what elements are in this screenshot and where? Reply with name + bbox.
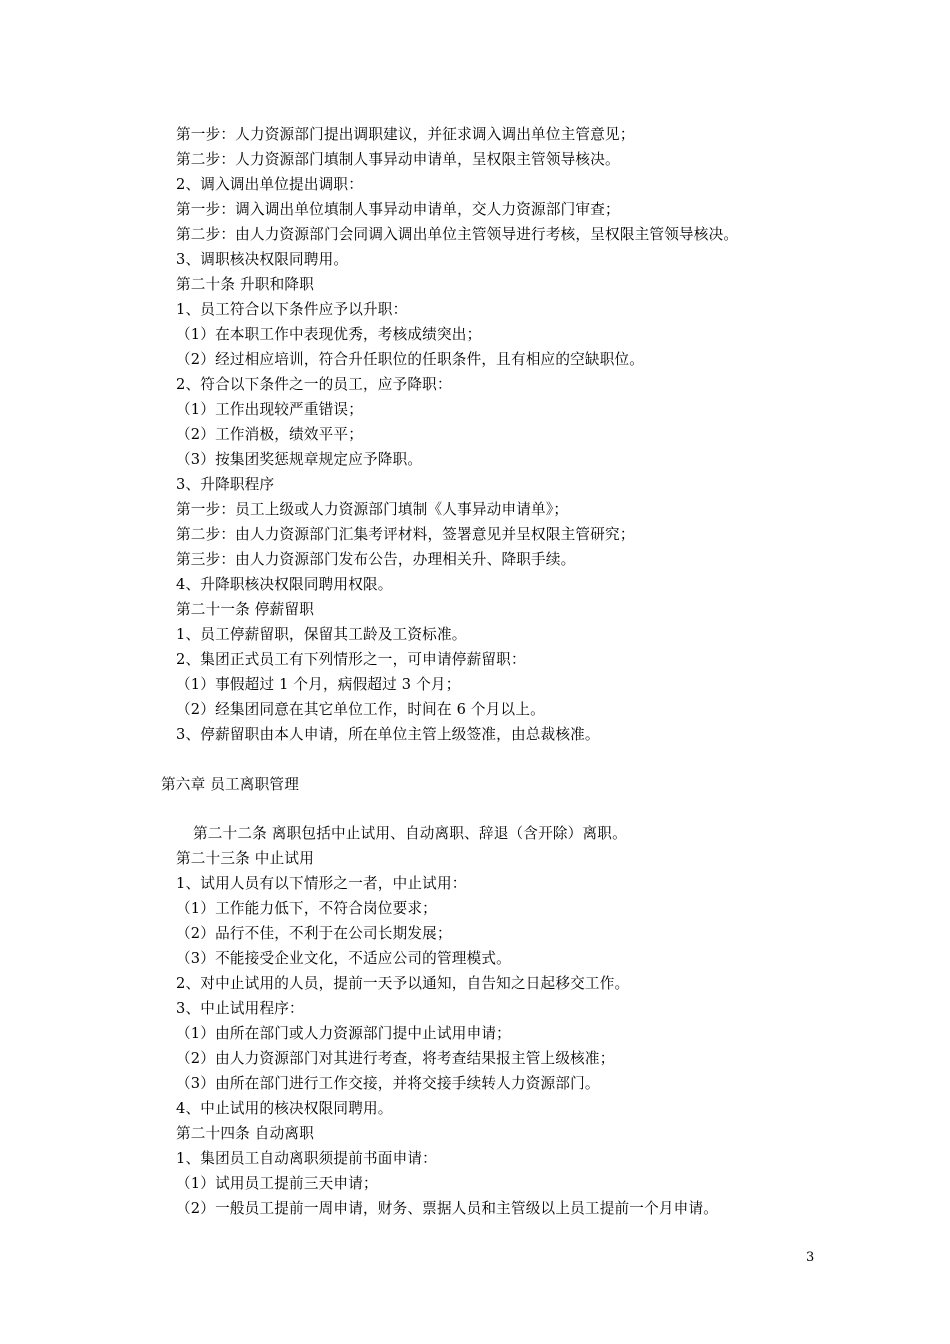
body-line: （2）经过相应培训，符合升任职位的任职条件，且有相应的空缺职位。 (176, 351, 645, 368)
body-line: 3、调职核决权限同聘用。 (176, 251, 349, 268)
page-number: 3 (806, 1250, 815, 1265)
body-line: （3）由所在部门进行工作交接，并将交接手续转人力资源部门。 (176, 1075, 600, 1092)
body-line: 3、停薪留职由本人申请，所在单位主管上级签准，由总裁核准。 (176, 726, 600, 743)
body-line: 1、集团员工自动离职须提前书面申请： (176, 1150, 437, 1167)
body-line: 第二步：人力资源部门填制人事异动申请单，呈权限主管领导核决。 (176, 151, 620, 168)
article-heading: 第二十三条 中止试用 (176, 850, 314, 867)
chapter-heading: 第六章 员工离职管理 (161, 776, 299, 793)
body-line: 第一步：调入调出单位填制人事异动申请单，交人力资源部门审查； (176, 201, 620, 218)
body-line: （2）一般员工提前一周申请，财务、票据人员和主管级以上员工提前一个月申请。 (176, 1200, 719, 1217)
body-line: 4、升降职核决权限同聘用权限。 (176, 576, 393, 593)
body-line: （3）不能接受企业文化，不适应公司的管理模式。 (176, 950, 511, 967)
body-line: 第一步：员工上级或人力资源部门填制《人事异动申请单》； (176, 501, 569, 518)
body-line: （1）由所在部门或人力资源部门提中止试用申请； (176, 1025, 511, 1042)
body-line: 第三步：由人力资源部门发布公告，办理相关升、降职手续。 (176, 551, 576, 568)
body-line: 3、升降职程序 (176, 476, 275, 493)
body-line: 2、对中止试用的人员，提前一天予以通知，自告知之日起移交工作。 (176, 975, 630, 992)
article-heading: 第二十四条 自动离职 (176, 1125, 314, 1142)
body-line: （1）试用员工提前三天申请； (176, 1175, 378, 1192)
body-line: 1、员工符合以下条件应予以升职： (176, 301, 408, 318)
body-line: （2）品行不佳，不利于在公司长期发展； (176, 925, 452, 942)
article-heading: 第二十条 升职和降职 (176, 276, 314, 293)
body-line: （1）工作能力低下，不符合岗位要求； (176, 900, 437, 917)
body-line: （1）在本职工作中表现优秀，考核成绩突出； (176, 326, 482, 343)
article-heading: 第二十二条 离职包括中止试用、自动离职、辞退（含开除）离职。 (193, 825, 627, 842)
body-line: 2、调入调出单位提出调职： (176, 176, 364, 193)
body-line: 2、符合以下条件之一的员工，应予降职： (176, 376, 452, 393)
article-heading: 第二十一条 停薪留职 (176, 601, 314, 618)
body-line: 4、中止试用的核决权限同聘用。 (176, 1100, 393, 1117)
body-line: 第一步：人力资源部门提出调职建议，并征求调入调出单位主管意见； (176, 126, 635, 143)
body-line: 第二步：由人力资源部门会同调入调出单位主管领导进行考核，呈权限主管领导核决。 (176, 226, 739, 243)
body-line: （3）按集团奖惩规章规定应予降职。 (176, 451, 423, 468)
body-line: 第二步：由人力资源部门汇集考评材料，签署意见并呈权限主管研究； (176, 526, 635, 543)
body-line: （2）经集团同意在其它单位工作，时间在 6 个月以上。 (176, 701, 545, 718)
body-line: （1）事假超过 1 个月，病假超过 3 个月； (176, 676, 461, 693)
body-line: （2）工作消极，绩效平平； (176, 426, 364, 443)
body-line: 1、试用人员有以下情形之一者，中止试用： (176, 875, 467, 892)
body-line: 1、员工停薪留职，保留其工龄及工资标准。 (176, 626, 467, 643)
body-line: （1）工作出现较严重错误； (176, 401, 364, 418)
body-line: （2）由人力资源部门对其进行考查，将考查结果报主管上级核准； (176, 1050, 615, 1067)
body-line: 3、中止试用程序： (176, 1000, 304, 1017)
body-line: 2、集团正式员工有下列情形之一，可申请停薪留职： (176, 651, 526, 668)
